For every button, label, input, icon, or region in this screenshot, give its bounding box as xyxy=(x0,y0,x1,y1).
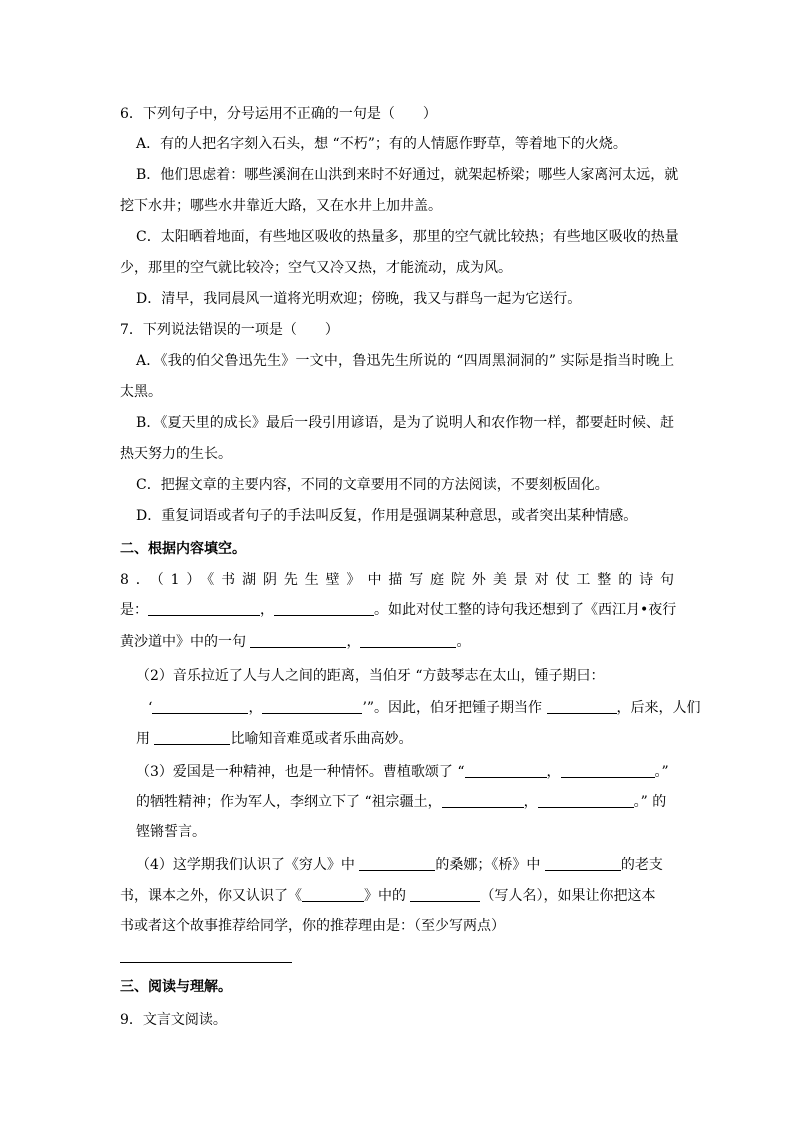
label-text: （3）爱国是一种精神，也是一种情怀。曹植歌颂了 “ xyxy=(136,764,465,780)
question-6-option-c-line1: C．太阳晒着地面，有些地区吸收的热量多，那里的空气就比较热；有些地区吸收的热量 xyxy=(136,229,679,245)
label-text: 的牺牲精神；作为军人，李纲立下了 “祖宗疆土， xyxy=(136,794,442,810)
label-text: （4）这学期我们认识了《穷人》中 xyxy=(136,857,355,873)
label-text: 》中的 xyxy=(364,888,406,904)
question-6-option-b-line2: 挖下水井；哪些水井靠近大路，又在水井上加井盖。 xyxy=(120,198,442,214)
label-text: （写人名），如果让你把这本 xyxy=(480,888,656,904)
question-7-option-b-line2: 热天努力的生长。 xyxy=(120,446,232,462)
question-8-part2-line2 xyxy=(148,698,701,718)
answer-blank[interactable] xyxy=(262,699,362,714)
answer-blank[interactable] xyxy=(545,856,621,871)
question-7-option-a-line1: A．《我的伯父鲁迅先生》一文中，鲁迅先生所说的 “四周黑洞洞的” 实际是指当时晚上 xyxy=(136,353,674,369)
question-7-option-d: D．重复词语或者句子的手法叫反复，作用是强调某种意思，或者突出某种情感。 xyxy=(136,508,638,524)
answer-blank[interactable] xyxy=(274,601,374,616)
separator-text: ， xyxy=(248,700,263,716)
label-text: 。” 的 xyxy=(633,794,667,810)
separator-text: ， xyxy=(546,764,561,780)
question-8-part2-line1: （2）音乐拉近了人与人之间的距离，当伯牙 “方鼓琴志在太山，锺子期曰： xyxy=(136,668,605,684)
answer-blank[interactable] xyxy=(148,601,260,616)
question-8-part4-line2 xyxy=(120,886,655,906)
label-text: 的老支 xyxy=(620,857,663,873)
answer-blank[interactable] xyxy=(250,633,346,648)
answer-blank[interactable] xyxy=(538,793,634,808)
answer-blank[interactable] xyxy=(154,730,230,745)
question-7-stem: 7．下列说法错误的一项是（ ） xyxy=(120,322,339,338)
label-text: 书，课本之外，你又认识了《 xyxy=(120,888,302,904)
label-text: 。 xyxy=(456,634,471,650)
question-8-part1-line3 xyxy=(120,632,470,652)
label-text: 。” xyxy=(654,764,669,780)
question-6-option-b-line1: B．他们思虑着：哪些溪涧在山洪到来时不好通过，就架起桥梁；哪些人家离河太远，就 xyxy=(136,167,679,183)
question-8-part3-line1 xyxy=(136,762,669,782)
question-6-option-a: A．有的人把名字刻入石头，想 “不朽”；有的人情愿作野草，等着地下的火烧。 xyxy=(136,136,627,152)
answer-blank[interactable] xyxy=(360,633,456,648)
section-3-heading: 三、阅读与理解。 xyxy=(120,979,232,995)
answer-blank[interactable] xyxy=(547,699,617,714)
separator-text: ， xyxy=(260,602,274,618)
label-text: ，后来，人们 xyxy=(616,700,701,716)
label-text: 。如此对仗工整的诗句我还想到了《西江月•夜行 xyxy=(374,602,677,618)
question-8-part3-line3: 铿锵誓言。 xyxy=(136,824,206,840)
separator-text: ， xyxy=(346,634,361,650)
answer-blank[interactable] xyxy=(410,887,480,902)
question-9-stem: 9．文言文阅读。 xyxy=(120,1012,227,1028)
question-6-stem: 6．下列句子中，分号运用不正确的一句是（ ） xyxy=(120,106,437,122)
section-2-heading: 二、根据内容填空。 xyxy=(120,541,246,557)
question-8-part1-line2 xyxy=(120,600,676,620)
separator-text: ， xyxy=(523,794,538,810)
question-8-part2-line3 xyxy=(136,729,412,749)
answer-blank[interactable] xyxy=(359,856,435,871)
question-7-option-c: C．把握文章的主要内容，不同的文章要用不同的方法阅读，不要刻板固化。 xyxy=(136,477,609,493)
label-text: 比喻知音难觅或者乐曲高妙。 xyxy=(230,731,413,747)
label-text: 黄沙道中》中的一句 xyxy=(120,634,246,650)
question-6-option-d: D．清早，我同晨风一道将光明欢迎；傍晚，我又与群鸟一起为它送行。 xyxy=(136,291,582,307)
question-6-option-c-line2: 少，那里的空气就比较冷；空气又冷又热，才能流动，成为风。 xyxy=(120,260,512,276)
question-7-option-b-line1: B．《夏天里的成长》最后一段引用谚语，是为了说明人和农作物一样，都要赶时候、赶 xyxy=(136,415,674,431)
answer-blank[interactable] xyxy=(561,763,655,778)
label-text: 的桑娜；《桥》中 xyxy=(435,857,541,873)
answer-blank[interactable] xyxy=(465,763,547,778)
question-7-option-a-line2: 太黑。 xyxy=(120,384,162,400)
question-8-part4-line3: 书或者这个故事推荐给同学，你的推荐理由是：（至少写两点） xyxy=(120,918,505,934)
question-8-part1-line1: 8．（1）《书湖阴先生壁》中描写庭院外美景对仗工整的诗句 xyxy=(120,572,674,588)
answer-blank[interactable] xyxy=(152,699,248,714)
label-text: 是： xyxy=(120,602,148,618)
question-8-part3-line2 xyxy=(136,792,666,812)
label-text: ’”。因此，伯牙把锺子期当作 xyxy=(362,700,543,716)
answer-line[interactable] xyxy=(120,962,292,963)
answer-blank[interactable] xyxy=(302,887,364,902)
label-text: 用 xyxy=(136,731,150,747)
answer-blank[interactable] xyxy=(442,793,524,808)
quote-mark: ‘ xyxy=(148,700,153,716)
question-8-part4-line1 xyxy=(136,855,663,875)
